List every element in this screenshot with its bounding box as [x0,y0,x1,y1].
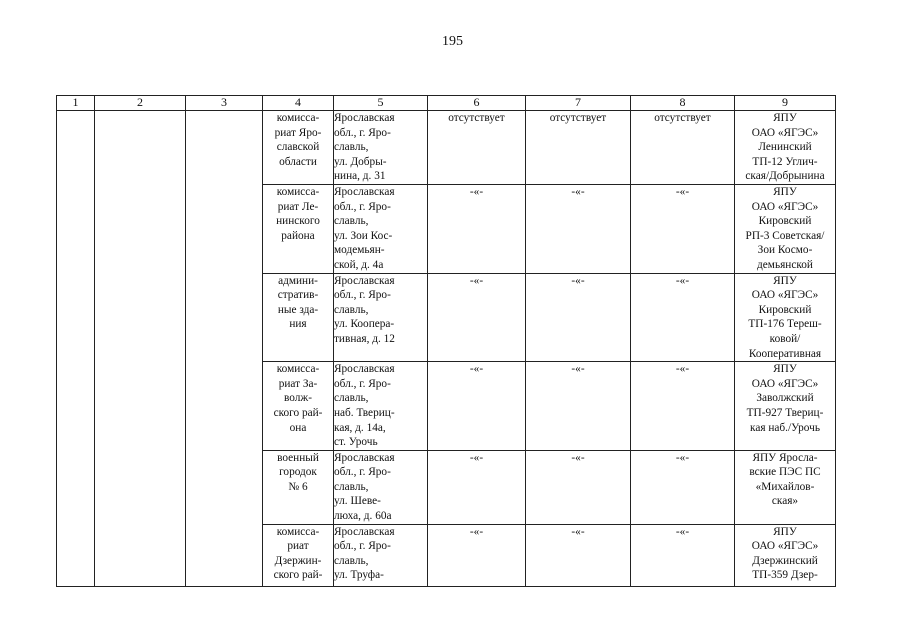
cell-line: ОАО «ЯГЭС» [751,289,819,302]
cell-line: ТП-927 Твериц- [746,406,824,419]
cell-line: «Михайлов- [755,480,815,493]
column-header: 8 [631,96,735,111]
cell-line: славль, [334,141,369,154]
cell-line: ТП-359 Дзер- [752,569,818,582]
cell-line: кая, д. 14а, [334,421,386,434]
cell-c9 [735,111,836,185]
cell-line: ул. Шеве- [334,495,381,508]
cell-line: славль, [334,554,369,567]
cell-line: вские ПЭС ПС [749,466,821,479]
cell-line: Заволжский [756,392,814,405]
cell-line: Зои Космо- [757,244,813,257]
cell-c5 [334,450,428,524]
cell-c8: -«- [631,185,735,274]
cell-line: ст. Урочь [334,436,378,449]
cell-line: комисса- [276,112,320,124]
cell-line: риат Ле- [277,200,319,213]
cell-line: админи- [278,274,318,287]
cell-line: ской, д. 4а [334,258,384,271]
cell-line: славской [276,141,320,154]
cell-line: обл., г. Яро- [334,126,391,139]
document-table [56,95,836,587]
table-row [57,111,836,185]
cell-c6: -«- [428,450,526,524]
cell-line: ул. Коопера- [334,318,395,331]
cell-c7: -«- [526,450,631,524]
cell-line: волж- [284,392,312,405]
cell-line: нинского [276,215,320,228]
cell-c6: отсутствует [428,111,526,185]
cell-line: обл., г. Яро- [334,289,391,302]
cell-line: наб. Твериц- [334,406,395,419]
cell-line: славль, [334,392,369,405]
cell-line: военный [277,451,319,464]
cell-line: Ярославская [334,274,395,287]
cell-c8: -«- [631,450,735,524]
cell-line: № 6 [288,480,308,493]
column-header: 3 [186,96,263,111]
cell-line: ОАО «ЯГЭС» [751,540,819,553]
cell-c6: -«- [428,185,526,274]
cell-c8: отсутствует [631,111,735,185]
page-number: 195 [442,34,463,49]
cell-line: ТП-176 Тереш- [748,318,822,331]
cell-line: ская/Добрынина [745,170,825,183]
cell-c9 [735,524,836,586]
column-header: 6 [428,96,526,111]
cell-c4 [263,524,334,586]
cell-line: она [289,421,307,434]
cell-c6: -«- [428,362,526,451]
cell-c8: -«- [631,524,735,586]
header-row [57,96,836,111]
cell-line: ул. Добры- [334,155,387,168]
cell-line: тивная, д. 12 [334,332,395,345]
empty-cell-col1 [57,111,95,587]
cell-c7: отсутствует [526,111,631,185]
cell-line: ЯПУ [773,363,797,376]
cell-line: ковой/ [769,332,801,345]
cell-c5 [334,185,428,274]
cell-line: ОАО «ЯГЭС» [751,377,819,390]
cell-line: Ярославская [334,112,395,124]
cell-line: Дзержин- [274,554,322,567]
cell-line: ТП-12 Углич- [752,155,818,168]
cell-line: ЯПУ [773,186,797,198]
cell-line: обл., г. Яро- [334,377,391,390]
cell-line: ЯПУ [773,274,797,287]
cell-c7: -«- [526,524,631,586]
cell-line: ОАО «ЯГЭС» [751,200,819,213]
cell-line: района [281,229,315,242]
empty-cell-col3 [186,111,263,587]
cell-line: РП-3 Советская/ [745,229,825,242]
cell-line: ского рай- [273,406,323,419]
empty-cell-col2 [95,111,186,587]
cell-line: ОАО «ЯГЭС» [751,126,819,139]
cell-c9 [735,185,836,274]
cell-c5 [334,362,428,451]
cell-line: ЯПУ [773,525,797,538]
cell-line: ская» [771,495,799,508]
column-header: 2 [95,96,186,111]
cell-c4 [263,450,334,524]
cell-line: ЯПУ Яросла- [752,451,818,464]
cell-line: ул. Зои Кос- [334,229,393,242]
column-header: 9 [735,96,836,111]
cell-c9 [735,362,836,451]
cell-line: Кировский [758,303,812,316]
cell-line: нина, д. 31 [334,170,386,183]
cell-line: комисса- [276,186,320,198]
cell-c7: -«- [526,185,631,274]
cell-line: ского рай- [273,569,323,582]
cell-line: комисса- [276,525,320,538]
cell-line: Кооперативная [748,347,822,360]
cell-line: стратив- [277,289,319,302]
cell-line: риат Яро- [274,126,322,139]
cell-c4 [263,273,334,362]
cell-line: городок [279,466,317,479]
cell-line: ные зда- [277,303,319,316]
cell-line: комисса- [276,363,320,376]
cell-c7: -«- [526,362,631,451]
cell-c5 [334,111,428,185]
cell-line: славль, [334,303,369,316]
cell-line: обл., г. Яро- [334,200,391,213]
cell-c8: -«- [631,362,735,451]
cell-line: Ленинский [758,141,812,154]
column-header: 4 [263,96,334,111]
cell-c9 [735,273,836,362]
column-header: 5 [334,96,428,111]
cell-line: области [279,155,317,168]
cell-line: риат [287,540,309,553]
cell-line: Кировский [758,215,812,228]
cell-line: Ярославская [334,525,395,538]
cell-line: ул. Труфа- [334,569,384,582]
cell-c6: -«- [428,273,526,362]
cell-line: Ярославская [334,451,395,464]
cell-c9 [735,450,836,524]
cell-line: кая наб./Урочь [750,421,820,434]
column-header: 1 [57,96,95,111]
cell-line: Ярославская [334,363,395,376]
cell-c4 [263,362,334,451]
cell-line: ния [289,318,307,331]
cell-line: демьянской [757,258,813,271]
cell-line: славль, [334,480,369,493]
cell-c5 [334,524,428,586]
cell-line: ЯПУ [773,112,797,124]
cell-line: риат За- [278,377,318,390]
cell-c4 [263,185,334,274]
cell-line: славль, [334,215,369,228]
cell-c8: -«- [631,273,735,362]
cell-line: обл., г. Яро- [334,466,391,479]
cell-line: люха, д. 60а [334,510,392,523]
cell-line: обл., г. Яро- [334,540,391,553]
column-header: 7 [526,96,631,111]
cell-c7: -«- [526,273,631,362]
cell-line: модемьян- [334,244,385,257]
cell-c6: -«- [428,524,526,586]
cell-c5 [334,273,428,362]
cell-line: Ярославская [334,186,395,198]
cell-line: Дзержинский [752,554,818,567]
cell-c4 [263,111,334,185]
